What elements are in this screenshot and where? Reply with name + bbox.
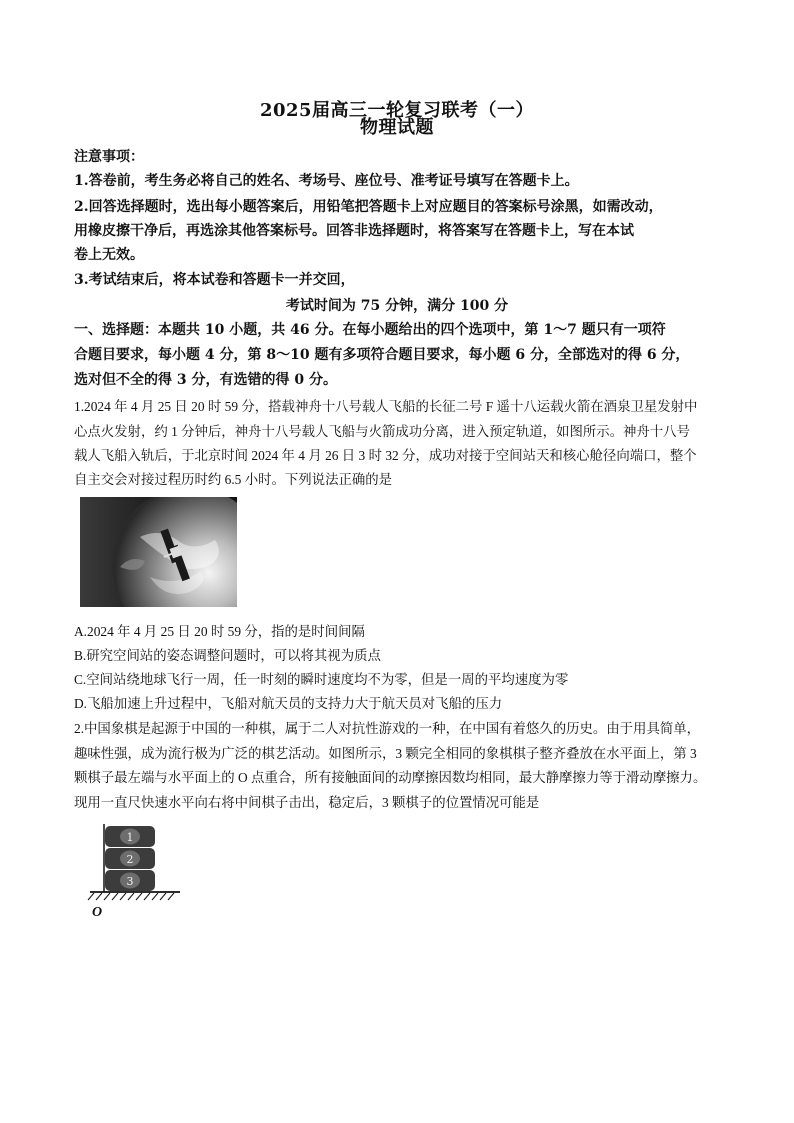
subject-title: 物理试题 <box>360 117 434 138</box>
chess-piece-2 <box>105 848 155 869</box>
chess-piece-3 <box>105 870 155 891</box>
chess-piece-3-label: 3 <box>126 875 134 888</box>
q2-line-1: 2.中国象棋是起源于中国的一种棋，属于二人对抗性游戏的一种，在中国有着悠久的历史。由于用具简单， <box>74 721 701 736</box>
notice-item-2-line-3: 卷上无效。 <box>74 247 144 263</box>
space-station-photo <box>80 497 237 607</box>
q1-option-c: C.空间站绕地球飞行一周，任一时刻的瞬时速度均不为零，但是一周的平均速度为零 <box>74 672 569 687</box>
q2-line-3: 颗棋子最左端与水平面上的 O 点重合，所有接触面间的动摩擦因数均相同，最大静摩擦力等于滑动摩擦力。 <box>74 770 707 785</box>
notice-item-3: 3.考试结束后，将本试卷和答题卡一并交回， <box>74 272 355 288</box>
ground-surface <box>88 892 180 900</box>
q1-option-b: B.研究空间站的姿态调整问题时，可以将其视为质点 <box>74 648 381 663</box>
q2-line-4: 现用一直尺快速水平向右将中间棋子击出，稳定后，3 颗棋子的位置情况可能是 <box>74 795 540 810</box>
q1-line-3: 载人飞船入轨后，于北京时间 2024 年 4 月 26 日 3 时 32 分，成功对接于空间站天和核心舱径向端口，整个 <box>74 448 697 463</box>
chess-piece-1 <box>105 826 155 847</box>
time-score-line: 考试时间为 75 分钟，满分 100 分 <box>285 298 509 314</box>
section1-line-3: 选对但不全的得 3 分，有选错的得 0 分。 <box>74 372 337 388</box>
section1-line-2: 合题目要求，每小题 4 分，第 8～10 题有多项符合题目要求，每小题 6 分，全部选对的得 6 分， <box>74 347 690 363</box>
notice-item-2-line-1: 2.回答选择题时，选出每小题答案后，用铅笔把答题卡上对应题目的答案标号涂黑，如需改动， <box>74 199 663 215</box>
origin-point-label: O <box>92 905 103 920</box>
chess-pieces-figure <box>84 822 184 920</box>
section1-line-1: 一、选择题：本题共 10 小题，共 46 分。在每小题给出的四个选项中，第 1～7 题只有一项符 <box>74 322 666 338</box>
q1-option-a: A.2024 年 4 月 25 日 20 时 59 分，指的是时间间隔 <box>74 624 365 639</box>
q1-line-2: 心点火发射，约 1 分钟后，神舟十八号载人飞船与火箭成功分离，进入预定轨道，如图所示。神舟十八号 <box>74 424 690 439</box>
notice-item-2-line-2: 用橡皮擦干净后，再选涂其他答案标号。回答非选择题时，将答案写在答题卡上，写在本试 <box>74 223 634 239</box>
chess-piece-2-label: 2 <box>126 853 134 866</box>
chess-piece-1-label: 1 <box>126 831 134 844</box>
notice-item-1: 1.答卷前，考生务必将自己的姓名、考场号、座位号、准考证号填写在答题卡上。 <box>74 173 579 189</box>
q1-option-d: D.飞船加速上升过程中，飞船对航天员的支持力大于航天员对飞船的压力 <box>74 696 503 711</box>
exam-title: 2025届高三一轮复习联考（一） <box>259 100 535 121</box>
notice-heading: 注意事项： <box>74 149 144 165</box>
q1-line-4: 自主交会对接过程历时约 6.5 小时。下列说法正确的是 <box>74 472 393 487</box>
q2-line-2: 趣味性强，成为流行极为广泛的棋艺活动。如图所示，3 颗完全相同的象棋棋子整齐叠放在水平面上，第 3 <box>74 746 697 761</box>
q1-line-1: 1.2024 年 4 月 25 日 20 时 59 分，搭载神舟十八号载人飞船的长征二号 F 遥十八运载火箭在酒泉卫星发射中 <box>74 399 698 414</box>
